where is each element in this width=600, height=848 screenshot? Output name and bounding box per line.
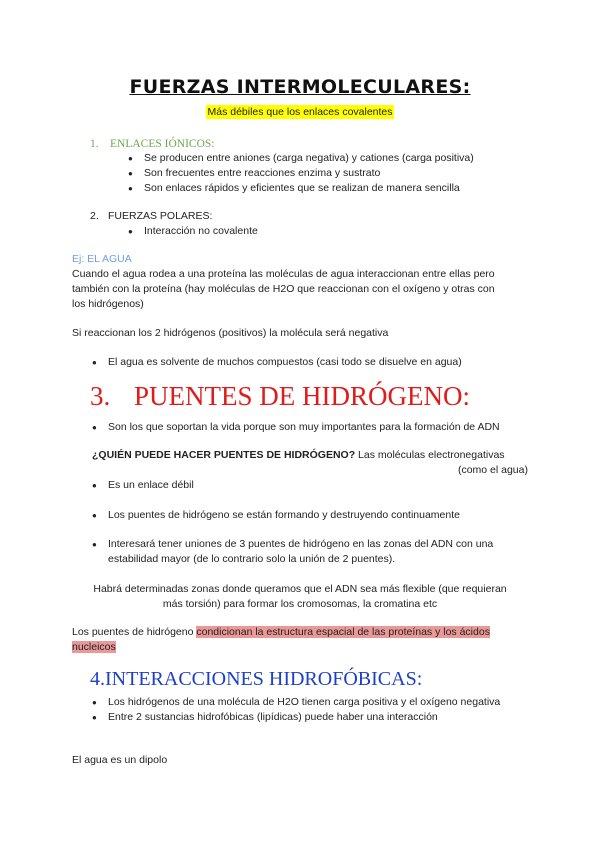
bullet-icon: ● <box>92 423 97 432</box>
example-paragraph-line-1: Cuando el agua rodea a una proteína las moléculas de agua interaccionan entre ellas pero <box>72 268 495 280</box>
example-paragraph-line-3: los hidrógenos) <box>72 298 144 310</box>
section-3-bullet-1 <box>92 420 500 435</box>
hydrogen-bonds-paragraph-line-1 <box>72 625 490 640</box>
list-item: ● Los puentes de hidrógeno se están formando y destruyendo continuamente <box>92 509 460 521</box>
list-item: ● Interesará tener uniones de 3 puentes de hidrógeno en las zonas del ADN con una <box>92 538 494 550</box>
section-1-title: ENLACES IÓNICOS: <box>110 138 215 150</box>
section-3-heading <box>90 381 470 412</box>
example-bullets <box>92 355 462 370</box>
section-3-bullet-2 <box>92 478 194 493</box>
bullet-icon: ● <box>128 184 133 193</box>
list-item: ● Entre 2 sustancias hidrofóbicas (lipídicas) puede haber una interacción <box>92 711 438 723</box>
question-line <box>92 448 505 463</box>
section-1-bullets <box>128 151 474 196</box>
list-item: ● Son frecuentes entre reacciones enzima y sustrato <box>128 167 381 179</box>
list-item: ● Son los que soportan la vida porque son muy importantes para la formación de ADN <box>92 421 500 433</box>
section-1-heading <box>90 138 214 150</box>
section-2-heading <box>90 209 212 224</box>
section-4-bullets <box>92 695 501 725</box>
centered-line-2: más torsión) para formar los cromosomas, la cromatina etc <box>162 598 438 610</box>
section-2-title: FUERZAS POLARES: <box>108 210 213 222</box>
bullet-icon: ● <box>92 511 97 520</box>
list-item: ● Es un enlace débil <box>92 479 194 491</box>
section-2-number: 2. <box>90 210 99 222</box>
centered-line-1: Habrá determinadas zonas donde queramos que el ADN sea más flexible (que requieran <box>93 583 507 595</box>
bullet-icon: ● <box>128 154 133 163</box>
list-item: ● Los hidrógenos de una molécula de H2O tienen carga positiva y el oxígeno negativa <box>92 696 501 708</box>
section-4-heading <box>90 668 422 691</box>
list-item: ● Se producen entre aniones (carga negativa) y cationes (carga positiva) <box>128 152 474 164</box>
paragraph-highlight: condicionan la estructura espacial de las proteínas y los ácidos <box>196 626 490 638</box>
section-4-number: 4. <box>90 668 105 690</box>
page-subtitle <box>0 106 600 118</box>
example-label: Ej: EL AGUA <box>72 253 132 265</box>
section-3-title: PUENTES DE HIDRÓGENO: <box>134 381 470 411</box>
list-item: ● El agua es solvente de muchos compuestos (casi todo se disuelve en agua) <box>92 356 462 368</box>
paragraph-highlight-continued: nucleicos <box>72 641 116 653</box>
bullet-icon: ● <box>92 358 97 367</box>
example-paragraph-line-2: también con la proteína (hay moléculas de H2O que reaccionan con el oxígeno y otras con <box>72 283 495 295</box>
section-3-bullet-4 <box>92 537 494 567</box>
bullet-icon: ● <box>128 169 133 178</box>
bullet-icon: ● <box>92 540 97 549</box>
list-item-continuation: estabilidad mayor (de lo contrario solo la unión de 2 puentes). <box>108 553 396 565</box>
closing-text: El agua es un dipolo <box>72 754 168 766</box>
section-1-number: 1. <box>90 138 99 150</box>
section-3-bullet-3 <box>92 508 460 523</box>
list-item: ● Son enlaces rápidos y eficientes que se realizan de manera sencilla <box>128 182 460 194</box>
bullet-icon: ● <box>92 481 97 490</box>
hydrogen-bonds-paragraph-line-2 <box>72 640 116 655</box>
section-4-title: INTERACCIONES HIDROFÓBICAS: <box>105 668 423 690</box>
subtitle-highlight: Más débiles que los enlaces covalentes <box>207 106 393 118</box>
example-paragraph-2: Si reaccionan los 2 hidrógenos (positivos) la molécula será negativa <box>72 327 389 339</box>
list-item: ● Interacción no covalente <box>128 225 258 237</box>
paragraph-plain-text: Los puentes de hidrógeno <box>72 626 197 638</box>
section-2-bullets <box>128 224 258 239</box>
question-answer: Las moléculas electronegativas <box>355 449 505 461</box>
question-bold: ¿QUIÉN PUEDE HACER PUENTES DE HIDRÓGENO? <box>92 449 356 461</box>
bullet-icon: ● <box>92 713 97 722</box>
bullet-icon: ● <box>92 698 97 707</box>
question-answer-continued: (como el agua) <box>457 464 528 476</box>
section-3-number: 3. <box>90 381 111 411</box>
bullet-icon: ● <box>128 227 133 236</box>
page-title: FUERZAS INTERMOLECULARES: <box>129 76 471 98</box>
